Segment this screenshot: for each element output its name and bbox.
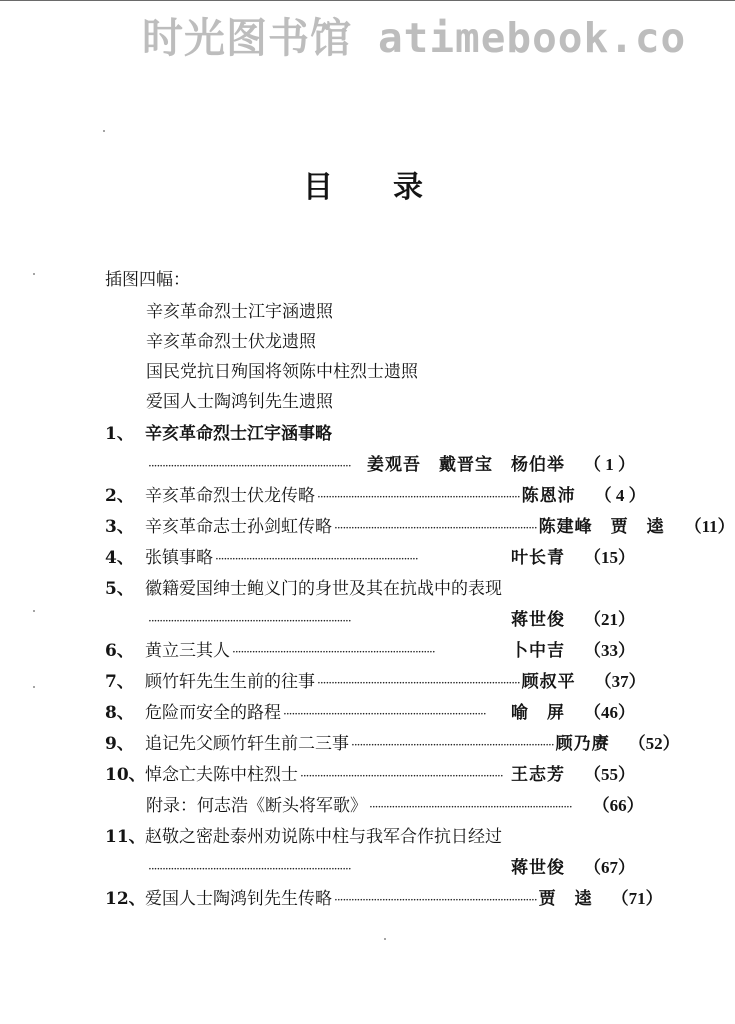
toc-entry bbox=[146, 852, 635, 884]
toc-number: 2、 bbox=[105, 486, 134, 506]
toc-author: 陈建峰 贾 逵 bbox=[538, 517, 665, 537]
illustration-item-text: 辛亥革命烈士伏龙遗照 bbox=[146, 332, 316, 352]
dot-leader: ········································································ bbox=[300, 769, 503, 783]
dot-leader: ········································································ bbox=[215, 552, 418, 566]
toc-title: 悼念亡夫陈中柱烈士 bbox=[145, 765, 298, 785]
toc-page: （21） bbox=[584, 610, 635, 629]
toc-entry bbox=[105, 728, 680, 760]
toc-entry bbox=[146, 604, 635, 636]
toc-page: （71） bbox=[611, 889, 663, 908]
toc-entry bbox=[105, 511, 735, 543]
toc-author: 蒋世俊 bbox=[511, 610, 565, 630]
dot-leader: ········································································ bbox=[317, 676, 520, 690]
toc-entry bbox=[105, 697, 635, 729]
toc-number: 6、 bbox=[105, 641, 134, 661]
toc-title: 辛亥革命烈士江宇涵事略 bbox=[145, 424, 332, 444]
illustrations-heading bbox=[105, 264, 190, 296]
watermark-chinese: 时光图书馆 bbox=[142, 14, 352, 62]
illustration-item-text: 国民党抗日殉国将领陈中柱烈士遗照 bbox=[146, 362, 418, 382]
toc-title: 附录：何志浩《断头将军歌》 bbox=[146, 796, 367, 816]
dot-leader: ········································································ bbox=[283, 707, 486, 721]
scan-speck bbox=[384, 938, 386, 940]
toc-author: 叶长青 bbox=[511, 548, 565, 568]
toc-entry bbox=[105, 883, 663, 915]
dot-leader: ········································································ bbox=[232, 645, 435, 659]
scan-speck bbox=[33, 273, 35, 275]
toc-number: 1、 bbox=[105, 424, 134, 444]
toc-author: 卜中吉 bbox=[511, 641, 565, 661]
toc-entry bbox=[105, 759, 635, 791]
toc-author: 喻 屏 bbox=[511, 703, 565, 723]
toc-title: 危险而安全的路程 bbox=[145, 703, 281, 723]
toc-entry bbox=[105, 821, 635, 853]
toc-entry bbox=[105, 666, 646, 698]
toc-title: 辛亥革命志士孙剑虹传略 bbox=[145, 517, 332, 537]
toc-number: 9、 bbox=[105, 734, 134, 754]
dot-leader: ········································································ bbox=[369, 800, 572, 814]
illustration-item bbox=[146, 386, 333, 418]
dot-leader: ········································································ bbox=[334, 521, 537, 535]
toc-title: 赵敬之密赴泰州劝说陈中柱与我军合作抗日经过 bbox=[145, 827, 502, 847]
toc-author: 贾 逵 bbox=[538, 889, 593, 909]
toc-number: 4、 bbox=[105, 548, 134, 568]
illustration-item bbox=[146, 326, 316, 358]
toc-title: 顾竹轩先生生前的往事 bbox=[145, 672, 315, 692]
toc-title: 追记先父顾竹轩生前二三事 bbox=[145, 734, 349, 754]
toc-page: （15） bbox=[584, 548, 635, 567]
dot-leader: ········································································ bbox=[148, 614, 351, 628]
toc-page: （ 1 ） bbox=[584, 455, 635, 474]
toc-page: （11） bbox=[684, 517, 735, 536]
illustration-item bbox=[146, 296, 333, 328]
toc-author: 王志芳 bbox=[511, 765, 565, 785]
toc-author: 陈恩沛 bbox=[521, 486, 576, 506]
toc-entry bbox=[105, 635, 635, 667]
toc-number: 8、 bbox=[105, 703, 134, 723]
dot-leader: ········································································ bbox=[317, 490, 520, 504]
toc-number: 5、 bbox=[105, 579, 134, 599]
toc-appendix bbox=[146, 790, 644, 822]
scan-speck bbox=[103, 130, 105, 132]
toc-page: （52） bbox=[628, 734, 680, 753]
illustrations-heading-text: 插图四幅： bbox=[105, 270, 190, 290]
toc-page: （33） bbox=[584, 641, 635, 660]
toc-author: 姜观吾 戴晋宝 杨伯举 bbox=[367, 455, 565, 475]
toc-number: 3、 bbox=[105, 517, 134, 537]
toc-author: 顾叔平 bbox=[521, 672, 576, 692]
dot-leader: ········································································ bbox=[148, 459, 351, 473]
toc-page: （66） bbox=[592, 796, 644, 815]
toc-author: 蒋世俊 bbox=[511, 858, 565, 878]
toc-page: （67） bbox=[584, 858, 635, 877]
top-border-line bbox=[0, 0, 735, 1]
toc-title: 张镇事略 bbox=[145, 548, 213, 568]
toc-title: 爱国人士陶鸿钊先生传略 bbox=[145, 889, 332, 909]
toc-number: 10、 bbox=[105, 765, 146, 785]
dot-leader: ········································································ bbox=[334, 893, 537, 907]
toc-entry bbox=[105, 573, 635, 605]
toc-entry bbox=[105, 418, 635, 450]
toc-number: 11、 bbox=[105, 827, 146, 847]
illustration-item-text: 爱国人士陶鸿钊先生遗照 bbox=[146, 392, 333, 412]
toc-number: 7、 bbox=[105, 672, 134, 692]
scan-speck bbox=[33, 686, 35, 688]
scan-speck bbox=[33, 610, 35, 612]
toc-author: 顾乃赓 bbox=[555, 734, 610, 754]
title-char-1: 目 bbox=[303, 170, 333, 205]
dot-leader: ········································································ bbox=[148, 862, 351, 876]
toc-page: （46） bbox=[584, 703, 635, 722]
page-title bbox=[0, 163, 735, 213]
toc-number: 12、 bbox=[105, 889, 146, 909]
toc-entry bbox=[105, 480, 646, 512]
illustration-item bbox=[146, 356, 418, 388]
watermark-url: atimebook.co bbox=[378, 14, 687, 62]
toc-title: 辛亥革命烈士伏龙传略 bbox=[145, 486, 315, 506]
watermark bbox=[142, 8, 735, 68]
toc-page: （ 4 ） bbox=[594, 486, 646, 505]
dot-leader: ········································································ bbox=[351, 738, 554, 752]
toc-entry bbox=[146, 449, 635, 481]
toc-title: 黄立三其人 bbox=[145, 641, 230, 661]
title-char-2: 录 bbox=[393, 170, 423, 205]
toc-page: （55） bbox=[584, 765, 635, 784]
toc-title: 徽籍爱国绅士鲍义门的身世及其在抗战中的表现 bbox=[145, 579, 502, 599]
toc-entry bbox=[105, 542, 635, 574]
toc-page: （37） bbox=[594, 672, 646, 691]
illustration-item-text: 辛亥革命烈士江宇涵遗照 bbox=[146, 302, 333, 322]
